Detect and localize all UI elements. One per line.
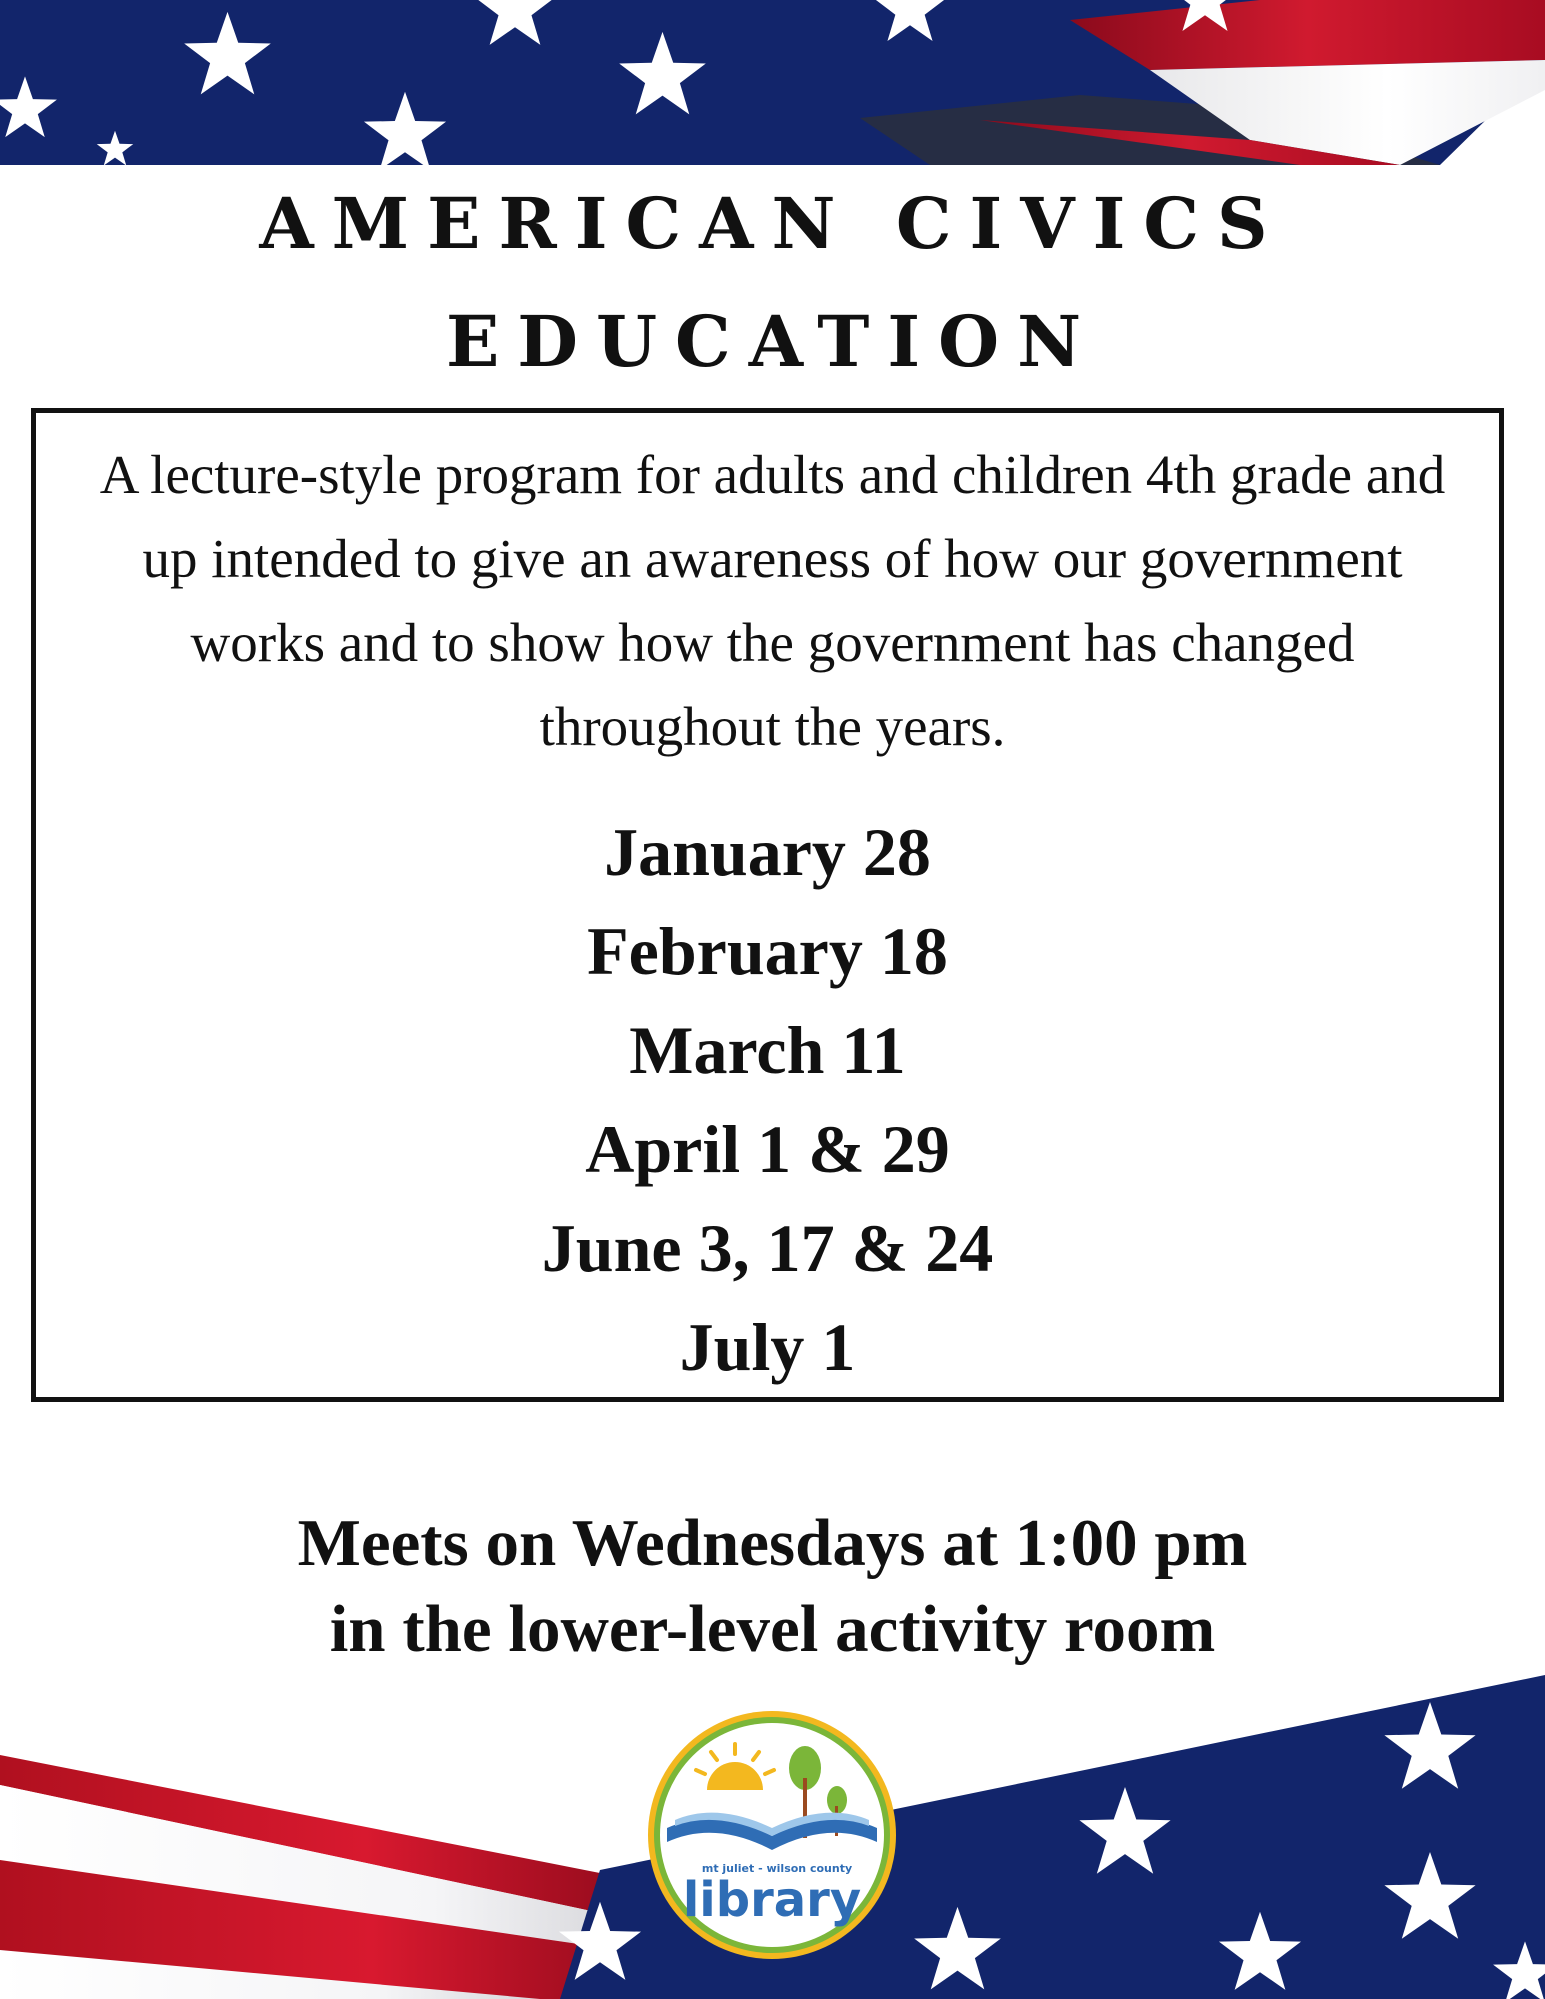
top-flag-banner — [0, 0, 1545, 165]
date-item: July 1 — [679, 1309, 856, 1385]
date-item: January 28 — [604, 814, 931, 890]
date-item: April 1 & 29 — [585, 1111, 950, 1187]
logo-main-text: library — [682, 1872, 862, 1928]
meeting-time: Meets on Wednesdays at 1:00 pm — [297, 1506, 1248, 1580]
program-dates-list — [36, 803, 1499, 1397]
meeting-location: in the lower-level activity room — [329, 1592, 1216, 1666]
date-item: June 3, 17 & 24 — [541, 1210, 994, 1286]
library-logo — [645, 1708, 899, 1962]
program-description: A lecture-style program for adults and children 4th grade and up intended to give an awareness of how our government works and to show how the government has changed throughout the years. — [99, 444, 1446, 757]
logo-top-text: mt juliet - wilson county — [701, 1862, 853, 1875]
date-item: February 18 — [587, 913, 948, 989]
program-info-box — [31, 408, 1504, 1402]
title-line-2: EDUCATION — [445, 300, 1100, 383]
title-line-1: AMERICAN CIVICS — [259, 182, 1286, 265]
date-item: March 11 — [629, 1012, 906, 1088]
